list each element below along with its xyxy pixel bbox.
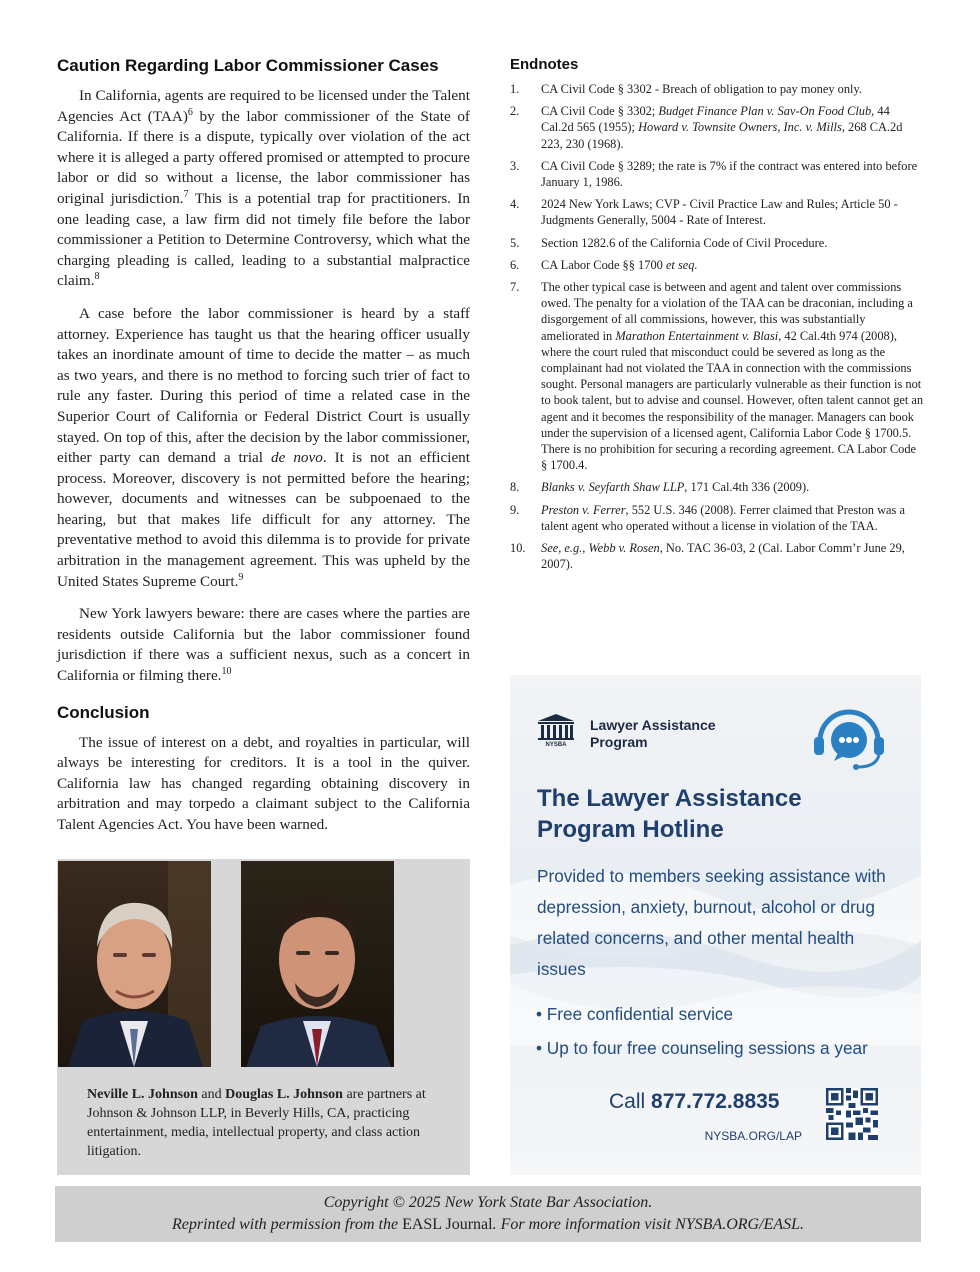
article-column	[57, 56, 470, 848]
endnote-2-text-b: , 44 Cal.2d 565 (1955);	[541, 104, 890, 135]
ad-description: Provided to members seeking assistance with depression, anxiety, burnout, alcohol or drug related concerns, and other mental health issues	[537, 866, 886, 979]
endnote-text	[541, 196, 924, 228]
endnote-number: 6.	[510, 257, 520, 272]
copyright-footer	[55, 1186, 921, 1242]
footnote-ref-6[interactable]: 6	[187, 106, 193, 118]
endnote-5-text: Section 1282.6 of the California Code of Civil Procedure.	[541, 235, 828, 250]
lap-advertisement[interactable]	[510, 675, 921, 1175]
endnote-text	[541, 279, 924, 473]
lap-url[interactable]: NYSBA.ORG/LAP	[704, 1129, 802, 1143]
endnote-text	[541, 158, 924, 190]
reprint-text-a: Reprinted with permission from the	[172, 1216, 403, 1233]
p1-text-b: by the labor commissioner of the State of California. If there is a dispute, typically over violation of the act where it is alleged a party offered promised or attempted to procure labor or did so without a license, the labor commissioner has original jurisdiction.	[57, 107, 470, 207]
endnote-5	[510, 235, 924, 251]
endnote-6-text: CA Labor Code §§ 1700	[541, 257, 666, 272]
benefit-item: • Up to four free counseling sessions a year	[536, 1038, 868, 1058]
endnote-number: 1.	[510, 82, 520, 96]
nysba-logo-text: NYSBA	[545, 742, 567, 747]
author-caption	[87, 1085, 459, 1161]
endnote-4	[510, 196, 924, 228]
paragraph-1	[57, 86, 470, 292]
endnote-8-text: , 171 Cal.4th 336 (2009).	[684, 480, 810, 495]
footnote-ref-10[interactable]: 10	[221, 665, 232, 677]
endnote-6	[510, 257, 924, 273]
endnote-8-case: Blanks v. Seyfarth Shaw LLP	[541, 480, 685, 495]
endnote-text	[541, 479, 924, 495]
endnote-number: 3.	[510, 158, 520, 173]
endnote-number: 9.	[510, 502, 520, 517]
ad-title	[537, 783, 897, 845]
endnote-number: 4.	[510, 197, 520, 212]
author-name-2: Douglas L. Johnson	[225, 1087, 343, 1102]
endnote-text	[541, 257, 924, 273]
endnote-1	[510, 81, 924, 97]
call-prefix: Call	[609, 1090, 652, 1113]
endnote-text	[541, 502, 924, 534]
benefit-item: • Free confidential service	[536, 1004, 734, 1024]
endnote-8	[510, 479, 924, 495]
p1-text-a: In California, agents are required to be licensed under the Talent Agencies Act (TAA)	[57, 87, 470, 125]
endnote-text	[541, 103, 924, 152]
caption-and: and	[197, 1087, 226, 1102]
endnote-text	[541, 540, 924, 572]
nysba-logo-icon	[536, 713, 576, 747]
p1-text-c: This is a potential trap for practitioners. In one leading case, a law firm did not timely file before the labor commissioner a Petition to Determine Controversy, which what the charging pleading is called, leading to a substantial malpractice claim.	[57, 189, 470, 290]
endnote-7-text-a: The other typical case is between and agent and talent over commissions owed. The penalty for a violation of the TAA can be draconian, including a disgorgement of all commissions, however, this was substantially ameliorated in	[541, 280, 913, 343]
lap-brand	[590, 717, 750, 751]
headset-chat-icon	[810, 701, 888, 771]
reprint-text-b[interactable]: . For more information visit NYSBA.ORG/EASL.	[492, 1216, 804, 1233]
paragraph-3	[57, 604, 470, 686]
p2-text-b: . It is not an efficient process. Moreover, discovery is not permitted before the hearing; however, documents and witnesses can be subpoenaed to the hearing, but that makes life difficult for any attorney. The preventative method to avoid this dilemma is to provide for private arbitration in the management agreement. This was upheld by the United States Supreme Court.	[57, 449, 470, 590]
endnote-7	[510, 279, 924, 473]
brand-line-1: Lawyer Assistance	[590, 717, 716, 733]
author-box	[57, 859, 470, 1175]
endnote-3	[510, 158, 924, 190]
conclusion-heading: Conclusion	[57, 702, 150, 722]
endnote-text	[541, 81, 924, 97]
paragraph-2	[57, 304, 470, 592]
endnote-number: 10.	[510, 541, 526, 556]
ad-title-line-2: Program Hotline	[537, 816, 724, 843]
endnote-2-text-a: CA Civil Code § 3302;	[541, 104, 659, 119]
endnotes-heading: Endnotes	[510, 56, 579, 73]
endnote-9	[510, 502, 924, 534]
endnote-1-text: CA Civil Code § 3302 - Breach of obligation to pay money only.	[541, 82, 862, 96]
p2-text-a: A case before the labor commissioner is heard by a staff attorney. Experience has taught us that the hearing officer usually takes an inordinate amount of time to decide the matter – as much as two years, and there is no method to forcing such trier of fact to rule any faster. During this period of time a related case in the Superior Court of California or Federal District Court is usually stayed. On top of this, after the decision by the labor commissioner, either party can demand a trial	[57, 304, 470, 467]
caution-heading: Caution Regarding Labor Commissioner Cases	[57, 56, 439, 75]
endnote-9-text: , 552 U.S. 346 (2008). Ferrer claimed that Preston was a talent agent who operated without a license in violation of the TAA.	[541, 502, 905, 533]
qr-code-icon[interactable]	[826, 1088, 878, 1140]
endnote-2-text-c: , 268 CA.2d 223, 230 (1968).	[541, 120, 903, 151]
footnote-ref-7[interactable]: 7	[183, 188, 189, 200]
endnote-number: 7.	[510, 280, 520, 295]
endnote-7-case: Marathon Entertainment v. Blasi	[615, 328, 779, 343]
endnotes-column	[510, 56, 924, 578]
endnote-2-case-2: Howard v. Townsite Owners, Inc. v. Mills	[638, 120, 842, 135]
paragraph-4: The issue of interest on a debt, and royalties in particular, will always be interesting for creditors. It is a tool in the quiver. California law has changed regarding obtaining discovery in arbitration and may torpedo a claimant subject to the California Talent Agencies Act. You have been warned.	[57, 733, 470, 833]
endnote-number: 2.	[510, 104, 520, 119]
author-photo-neville	[58, 861, 211, 1067]
endnote-number: 8.	[510, 480, 520, 495]
endnote-number: 5.	[510, 235, 520, 250]
phone-number[interactable]: 877.772.8835	[651, 1090, 780, 1113]
ad-title-line-1: The Lawyer Assistance	[537, 785, 802, 812]
endnote-10-text: , No. TAC 36-03, 2 (Cal. Labor Comm’r June 29, 2007).	[541, 541, 905, 572]
endnote-4-text: 2024 New York Laws; CVP - Civil Practice Law and Rules; Article 50 - Judgments Generally, 5004 - Rate of Interest.	[541, 197, 898, 228]
caption-text: are partners at Johnson & Johnson LLP, in Beverly Hills, CA, practicing entertainment, media, intellectual property, and class action litigation.	[87, 1087, 426, 1159]
endnote-10-case: See, e.g., Webb v. Rosen	[541, 541, 660, 556]
endnote-7-text-b: , 42 Cal.4th 974 (2008), where the court ruled that misconduct could be severed as long as the complainant had not violated the TAA in connection with the commissions sought. Personal managers are particularly vulnerable as their function is not to book talent, but to advise and counsel. However, often talent cannot get an agent and it becomes the responsibility of the manager. Managers can book under the supervision of a licensed agent, California Labor Code § 1700.5. There is no prohibition for securing a recording agreement. CA Labor Code § 1700.4.	[541, 328, 924, 473]
endnote-3-text: CA Civil Code § 3289; the rate is 7% if the contract was entered into before January 1, 1986.	[541, 158, 918, 190]
endnote-10	[510, 540, 924, 572]
footnote-ref-8[interactable]: 8	[94, 271, 100, 283]
brand-line-2: Program	[590, 734, 648, 750]
reprint-line	[55, 1214, 921, 1236]
p2-emphasis: de novo	[271, 449, 323, 467]
journal-name: EASL Journal	[402, 1216, 493, 1233]
endnote-2-case-1: Budget Finance Plan v. Sav-On Food Club	[658, 104, 872, 119]
footnote-ref-9[interactable]: 9	[238, 571, 244, 583]
author-name-1: Neville L. Johnson	[87, 1087, 198, 1102]
hotline-phone[interactable]	[609, 1090, 779, 1114]
endnote-2	[510, 103, 924, 152]
endnote-6-italic: et seq.	[665, 257, 698, 272]
endnote-text	[541, 235, 924, 251]
author-photo-douglas	[241, 861, 394, 1067]
endnote-9-case: Preston v. Ferrer	[541, 502, 626, 517]
p3-text: New York lawyers beware: there are cases where the parties are residents outside California but the labor commissioner found jurisdiction if there was a sufficient nexus, such as a concert in California or filming there.	[57, 605, 470, 685]
copyright-line: Copyright © 2025 New York State Bar Association.	[323, 1194, 653, 1211]
ad-benefits-list	[536, 997, 868, 1065]
